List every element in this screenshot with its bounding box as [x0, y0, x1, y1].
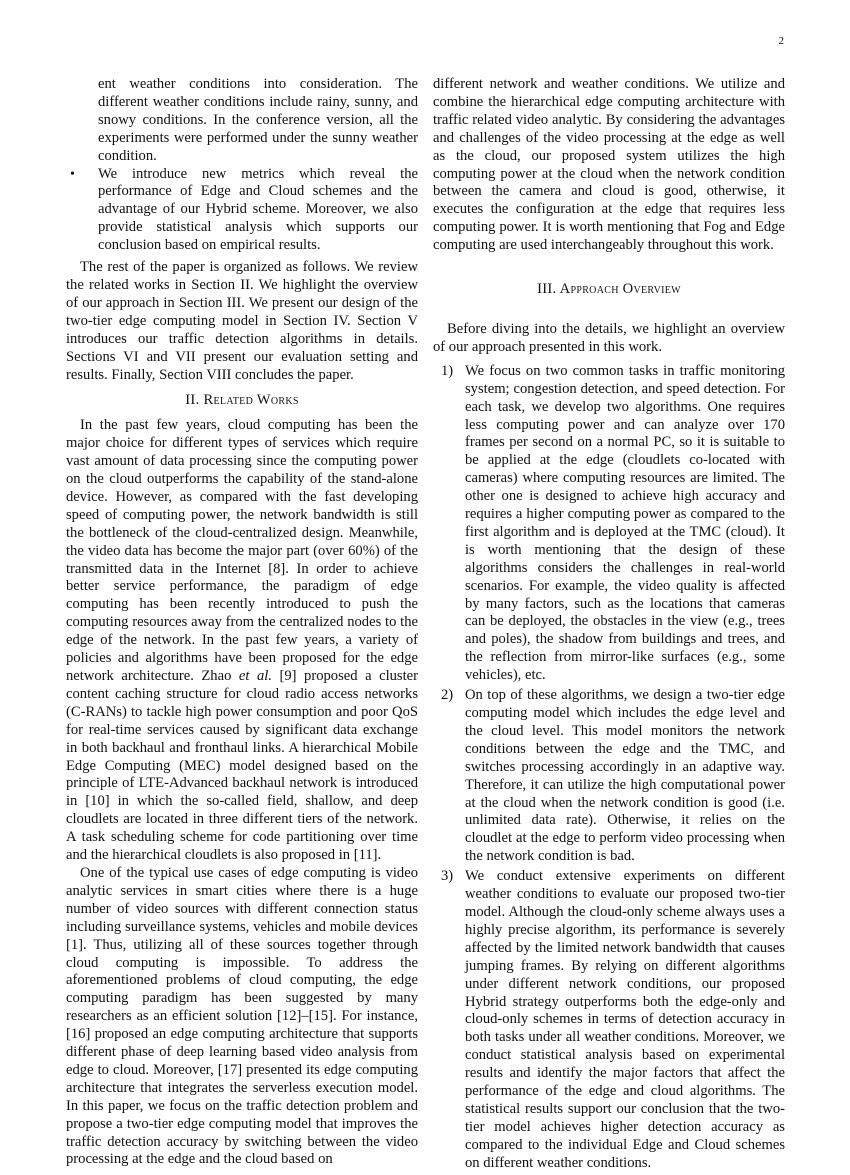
right-column [433, 76, 785, 1175]
related-works-paragraph-1 [66, 417, 418, 865]
related-works-paragraph-2: One of the typical use cases of edge computing is video analytic services in smart cities where there is a huge number of video sources with different connection status including surveillance systems, vehicles and mobile devices [1]. Thus, utilizing all of these sources together through cloud computing is impossible. To address the aforementioned problems of cloud computing, the edge computing paradigm has been suggested by many researchers as an efficient solution [12]–[15]. For instance, [16] proposed an edge computing architecture that supports different phase of deep learning based video analysis from edge to cloud. Moreover, [17] presented its edge computing architecture that integrates the serverless execution model. In this paper, we focus on the traffic detection problem and propose a two-tier edge computing model that improves the traffic detection accuracy by switching between the video processing at the edge and the cloud based on [66, 864, 418, 1168]
bullet-text: We introduce new metrics which reveal the performance of Edge and Cloud schemes and the advantage of our Hybrid scheme. Moreover, we also provide statistical analysis which supports our conclusion based on empirical results. [98, 165, 418, 254]
contribution-bullets [66, 166, 418, 256]
list-item [433, 363, 785, 685]
list-number: 3) [441, 868, 454, 885]
bullet-icon: • [70, 166, 75, 182]
list-number: 2) [441, 687, 454, 704]
page-number: 2 [778, 35, 784, 47]
related-p1-part-b: [9] proposed a cluster content caching structure for cloud radio access networks (C-RANs) to tackle high power consumption and poor QoS for real-time services caused by significant data exchange in both backhaul and fronthaul links. A hierarchical Mobile Edge Computing (MEC) model designed based on the principle of LTE-Advanced backhaul network is introduced in [10] in which the so-called field, shallow, and deep cloudlets are located in three different tiers of the network. A task scheduling scheme for code partitioning over time and the hierarchical cloudlets is also proposed in [11]. [66, 668, 418, 864]
section-heading-related-works: II. Related Works [185, 392, 299, 409]
list-item-text: We conduct extensive experiments on different weather conditions to evaluate our proposed two-tier model. Although the cloud-only scheme always uses a highly precise algorithm, its performance is severely affected by the limited network bandwidth that causes jumping frames. By relying on different algorithms under different network conditions, our proposed Hybrid strategy outperforms both the edge-only and cloud-only schemes in terms of detection accuracy in both tasks under all weather conditions. Moreover, we conduct statistical analysis based on experimental results and identify the major factors that affect the performance of the edge and cloud algorithms. The statistical results support our conclusion that the two-tier model achieves higher detection accuracy as compared to the individual Edge and Cloud schemes on different weather conditions. [465, 868, 785, 1171]
approach-intro-paragraph: Before diving into the details, we highlight an overview of our approach presented in this work. [433, 320, 785, 355]
list-number: 1) [441, 362, 454, 379]
list-item-text: On top of these algorithms, we design a two-tier edge computing model which includes the edge level and the cloud level. This model monitors the network conditions between the edge and the TMC, and switches processing accordingly in an adaptive way. Therefore, it can utilize the high computational power at the cloud when the network condition is good (i.e. unlimited data rate). Otherwise, it relies on the cloudlet at the edge to perform video processing when the network condition is bad. [465, 687, 785, 865]
list-item [433, 868, 785, 1172]
continuation-paragraph: different network and weather conditions. We utilize and combine the hierarchical edge computing architecture with traffic related video analytic. By considering the advantages and challenges of the video processing at the edge as well as the cloud, our proposed system utilizes the high computing power at the cloud when the network condition between the camera and cloud is good, otherwise, it executes the configuration at the edge that requires less computing power. It is worth mentioning that Fog and Edge computing are used interchangeably throughout this work. [433, 76, 785, 254]
organization-paragraph: The rest of the paper is organized as follows. We review the related works in Section II. We highlight the overview of our approach in Section III. We present our design of the two-tier edge computing model in Section IV. Section V introduces our traffic detection algorithms in details. Sections VI and VII present our evaluation setting and results. Finally, Section VIII concludes the paper. [66, 259, 418, 383]
list-item-text: We focus on two common tasks in traffic monitoring system; congestion detection, and speed detection. For each task, we develop two algorithms. One requires less computing power and can analyze over 170 frames per second on a normal PC, so it is suitable to be applied at the edge (cloudlets co-located with cameras) where computing resources are limited. The other one is designed to achieve high accuracy and requires a higher computing power as compared to the first algorithm and is deployed at the TMC (cloud). It is worth mentioning that the design of these algorithms considers the challenges in real-world scenarios. For example, the video quality is affected by many factors, such as the locations that cameras can be deployed, the obstacles in the view (e.g., trees and poles), the shadow from buildings and trees, and the reflection from mirror-like surfaces (e.g., some vehicles), etc. [465, 362, 785, 684]
left-column [66, 76, 418, 1169]
related-p1-part-a: In the past few years, cloud computing has been the major choice for different types of services which require vast amount of data processing since the computing power on the cloud outperforms the capability of the stand-alone device. However, as compared with the fast developing speed of computing power, the network bandwidth is still the bottleneck of the cloud-centralized design. Meanwhile, the video data has become the major part (over 60%) of the transmitted data in the Internet [8]. In order to achieve better service performance, the paradigm of edge computing has been recently introduced to push the computing resources away from the centralized nodes to the edge of the network. In the past few years, a variety of policies and algorithms have been proposed for the edge network architecture. Zhao [66, 417, 418, 684]
list-item [433, 687, 785, 866]
bullet-fragment: ent weather conditions into consideration. The different weather conditions include rainy, sunny, and snowy conditions. In the conference version, all the experiments were performed under the sunny weather condition. [98, 76, 418, 164]
approach-list [433, 363, 785, 1173]
section-heading-approach-overview: III. Approach Overview [537, 281, 681, 298]
etal-italic: et al. [238, 668, 272, 684]
bullet-item [66, 166, 418, 256]
